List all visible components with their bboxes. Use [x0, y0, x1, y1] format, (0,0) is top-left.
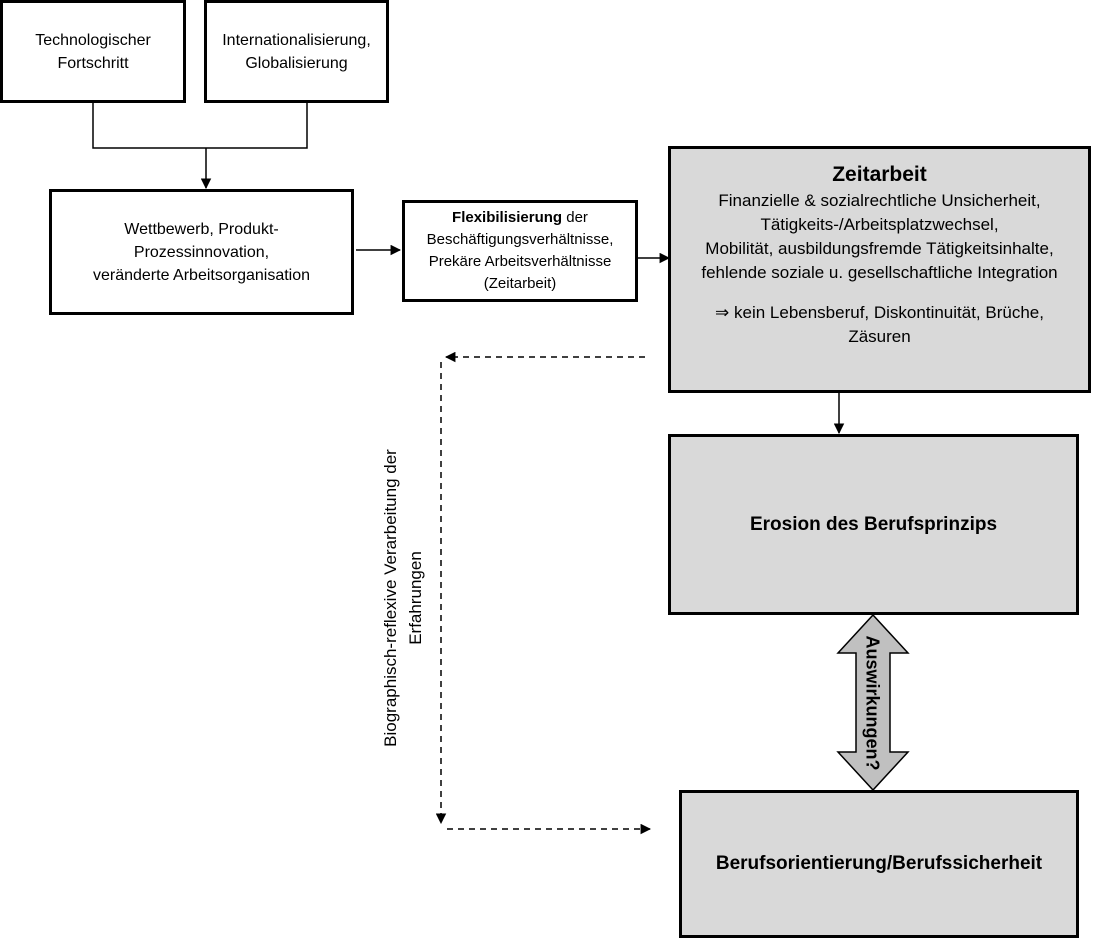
node-text-line: Technologischer — [35, 31, 151, 49]
node-internationalisierung — [204, 0, 389, 103]
node-text-line: Internationalisierung, — [222, 31, 371, 49]
node-zeitarbeit — [668, 146, 1091, 393]
node-text-line: Finanzielle & sozialrechtliche Unsicherheit, — [718, 191, 1041, 210]
node-erosion — [668, 434, 1079, 615]
node-berufsorientierung — [679, 790, 1079, 938]
side-label-line: Erfahrungen — [406, 551, 425, 645]
node-text-line — [452, 207, 588, 229]
zeitarbeit-title: Zeitarbeit — [832, 163, 927, 186]
node-text-line: veränderte Arbeitsorganisation — [92, 266, 311, 284]
flex-first-rest: der — [562, 209, 588, 226]
node-text-line: (Zeitarbeit) — [483, 275, 557, 292]
node-text-line: fehlende soziale u. gesellschaftliche Integration — [701, 263, 1058, 282]
node-text-line: Tätigkeits-/Arbeitsplatzwechsel, — [760, 215, 999, 234]
node-text-line: Globalisierung — [245, 54, 348, 72]
node-text-line: Beschäftigungsverhältnisse, — [426, 231, 614, 248]
node-wettbewerb — [49, 189, 354, 315]
node-text-line: Wettbewerb, Produkt- — [124, 220, 279, 238]
erosion-label: Erosion des Berufsprinzips — [749, 513, 998, 535]
side-label-biographisch — [378, 408, 428, 788]
node-text-line: Prekäre Arbeitsverhältnisse — [428, 253, 612, 270]
node-text-line: Prozessinnovation, — [133, 243, 270, 261]
node-text-line — [715, 301, 1044, 325]
node-text-line: Zäsuren — [848, 327, 911, 346]
implies-symbol: ⇒ — [715, 303, 730, 322]
berufsorientierung-label: Berufsorientierung/Berufssicherheit — [715, 853, 1043, 874]
side-label-line: Biographisch-reflexive Verarbeitung der — [381, 449, 400, 747]
merge-connector — [93, 102, 307, 188]
conclusion-text: kein Lebensberuf, Diskontinuität, Brüche, — [734, 303, 1044, 322]
double-arrow-label: Auswirkungen? — [862, 635, 883, 771]
node-text-line: Mobilität, ausbildungsfremde Tätigkeitsinhalte, — [705, 239, 1054, 258]
flex-bold-term: Flexibilisierung — [452, 209, 563, 226]
node-technologischer-fortschritt — [0, 0, 186, 103]
node-flexibilisierung — [402, 200, 638, 302]
node-text-line: Fortschritt — [57, 54, 129, 72]
